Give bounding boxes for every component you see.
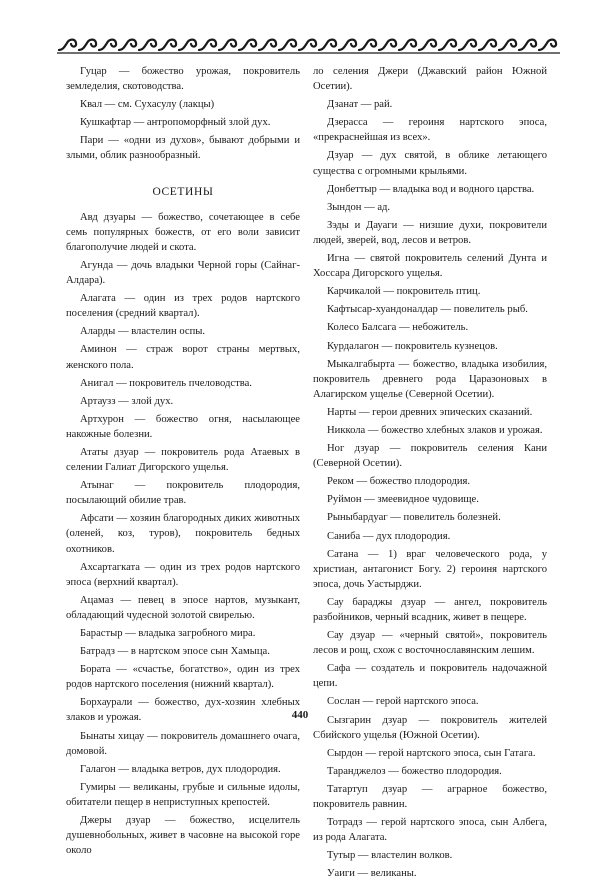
dictionary-entry: Батрадз — в нартском эпосе сын Хамыца. [80,646,270,658]
dictionary-entry-split: Джеры дзуар — божество, исцелитель душевнобольных, живет в часовне на высокой горе около [66,815,300,857]
wave-scroll-icon [439,40,456,50]
dictionary-entry: Гумиры — великаны, грубые и сильные идолы, обитатели пещер в неприступных крепостей. [66,781,300,808]
wave-scroll-icon [99,40,116,50]
wave-scroll-icon [379,40,396,50]
dictionary-entry: Кушкафтар — антропоморфный злой дух. [80,117,271,129]
dictionary-entry: Аминон — страж ворот страны мертвых, женского пола. [66,344,300,371]
dictionary-entry: Кафтысар-хуандоналдар — повелитель рыб. [327,304,528,316]
wave-scroll-icon [239,40,256,50]
wave-scroll-icon [199,40,216,50]
right-entries [313,97,547,884]
ornamental-border [57,34,560,56]
dictionary-entry: Тотрадз — герой нартского эпоса, сын Албега, из рода Алагата. [313,817,547,844]
dictionary-entry: Дзерасса — героиня нартского эпоса, «прекраснейшая из всех». [313,117,547,144]
wave-scroll-icon [139,40,156,50]
dictionary-entry: Дзуар — дух святой, в облике летающего существа с огромными крыльями. [313,150,547,177]
dictionary-entry: Сау дзуар — «черный святой», покровитель лесов и рощ, схож с восточнославянским лешим. [313,630,547,657]
dictionary-entry: Рыныбардуаг — повелитель болезней. [327,512,501,524]
wave-scroll-icon [459,40,476,50]
dictionary-entry: Сырдон — герой нартского эпоса, сын Гатага. [327,747,536,759]
dictionary-entry: Галагон — владыка ветров, дух плодородия. [80,763,281,775]
dictionary-entry: Зэды и Дауаги — низшие духи, покровители людей, зверей, вод, лесов и ветров. [313,219,547,246]
wave-scroll-icon [339,40,356,50]
wave-scroll-icon [399,40,416,50]
wave-scroll-icon [299,40,316,50]
dictionary-entry: Афсати — хозяин благородных диких животных (оленей, коз, туров), покровитель бедных охотников. [66,513,300,555]
dictionary-entry: Авд дзуары — божество, сочетающее в себе семь популярных божеств, от его воли зависит благополучие людей и скота. [66,211,300,253]
dictionary-entry: Бората — «счастье, богатство», один из трех родов нартского поселения (нижний квартал). [66,664,300,691]
dictionary-entry: Никкола — божество хлебных злаков и урожая. [327,424,543,436]
left-top-entries [66,64,300,167]
dictionary-entry: Реком — божество плодородия. [327,476,471,488]
dictionary-entry: Сослан — герой нартского эпоса. [327,696,479,708]
dictionary-entry: Карчикалой — покровитель птиц. [327,286,481,298]
wave-scroll-icon [119,40,136,50]
dictionary-entry: Сафа — создатель и покровитель надочажной цепи. [313,663,547,690]
wave-scroll-icon [179,40,196,50]
page-number: 440 [291,709,309,721]
left-entries [66,210,300,862]
wave-scroll-icon [159,40,176,50]
dictionary-entry: Гуцар — божество урожая, покровитель земледелия, скотоводства. [66,66,300,93]
dictionary-entry: Бынаты хицау — покровитель домашнего очага, домовой. [66,730,300,757]
dictionary-entry: Курдалагон — покровитель кузнецов. [327,340,498,352]
right-continuation: ло селения Джери (Джавский район Южной Осетии). [313,66,547,93]
dictionary-entry: Пари — «одни из духов», бывают добрыми и злыми, облик разнообразный. [66,135,300,162]
dictionary-entry: Мыкалгабырта — божество, владыка изобилия, покровитель древнего рода Царазоновых в Алагирском ущелье (Северной Осетии). [313,358,547,400]
wave-scroll-icon [279,40,296,50]
dictionary-entry: Артаузз — злой дух. [80,395,174,407]
dictionary-entry: Алагата — один из трех родов нартского поселения (средний квартал). [66,293,300,320]
dictionary-entry: Уаиги — великаны. [327,868,417,880]
dictionary-entry: Сау бараджы дзуар — ангел, покровитель разбойников, черный всадник, живет в пещере. [313,596,547,623]
dictionary-entry: Сатана — 1) враг человеческого рода, у христиан, антагонист Богу. 2) героиня нартского эпоса, дочь Уастырджи. [313,548,547,590]
dictionary-entry: Квал — см. Сухасулу (лакцы) [80,99,215,111]
dictionary-entry: Ацамаз — певец в эпосе нартов, музыкант, обладающий чудесной золотой свирелью. [66,594,300,621]
dictionary-entry: Дзанат — рай. [327,99,393,111]
wave-scroll-icon [259,40,276,50]
dictionary-entry: Анигал — покровитель пчеловодства. [80,377,252,389]
dictionary-entry: Барастыр — владыка загробного мира. [80,628,256,639]
wave-scroll-icon [59,40,76,50]
wave-scroll-icon [479,40,496,50]
dictionary-entry: Саниба — дух плодородия. [327,530,451,542]
dictionary-entry: Ахсартагката — один из трех родов нартского эпоса (верхний квартал). [66,561,300,588]
dictionary-entry: Аларды — властелин оспы. [80,326,206,338]
dictionary-entry: Артхурон — божество огня, насылающее накожные болезни. [66,413,300,440]
section-heading: ОСЕТИНЫ [152,185,214,198]
dictionary-entry: Атынаг — покровитель плодородия, посылающий обилие трав. [66,480,300,507]
dictionary-entry: Таранджелоз — божество плодородия. [327,765,502,777]
dictionary-entry: Донбеттыр — владыка вод и водного царства. [327,183,535,195]
dictionary-entry: Ататы дзуар — покровитель рода Атаевых в селении Галиат Дигорского ущелья. [66,446,300,474]
dictionary-entry: Борхаурали — божество, дух-хозяин хлебных злаков и урожая. [66,697,300,724]
wave-scroll-icon [219,40,236,50]
dictionary-entry: Нарты — герои древних эпических сказаний. [327,406,533,418]
wave-scroll-icon [539,40,556,50]
left-column [66,64,300,861]
wave-scroll-icon [419,40,436,50]
dictionary-entry: Зындон — ад. [327,201,391,213]
dictionary-entry: Колесо Балсага — небожитель. [327,322,469,334]
right-column [313,64,547,885]
dictionary-entry: Агунда — дочь владыки Черной горы (Сайнаг-Алдара). [66,259,300,287]
wave-scroll-icon [519,40,536,50]
dictionary-entry: Ног дзуар — покровитель селения Кани (Северной Осетии). [313,443,547,470]
dictionary-entry: Сызгарин дзуар — покровитель жителей Сбийского ущелья (Южной Осетии). [313,714,547,741]
wave-scroll-icon [499,40,516,50]
wave-scroll-icon [79,40,96,50]
wave-scroll-icon [359,40,376,50]
wave-scroll-icon [319,40,336,50]
dictionary-entry: Руймон — змеевидное чудовище. [327,494,479,506]
dictionary-entry: Игна — святой покровитель селений Дунта и Хоссара Дигорского ущелья. [313,253,547,280]
dictionary-entry: Татартуп дзуар — аграрное божество, покровитель равнин. [313,783,547,811]
dictionary-entry: Тутыр — властелин волков. [327,850,453,862]
